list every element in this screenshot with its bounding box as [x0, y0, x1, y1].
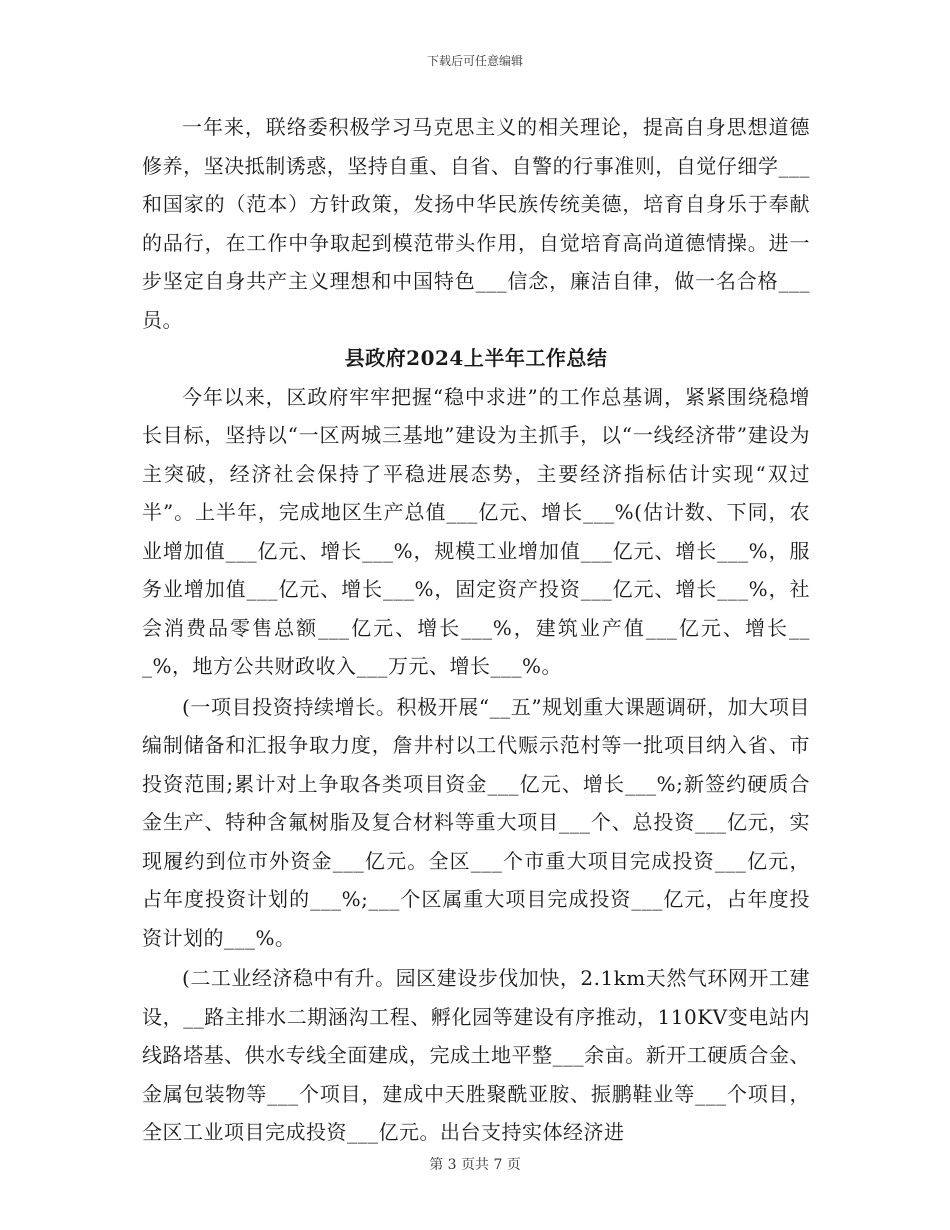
page-number: 第 3 页共 7 页 [429, 1157, 521, 1173]
intro-paragraph: 一年来，联络委积极学习马克思主义的相关理论，提高自身思想道德修养，坚决抵制诱惑，坚持自重、自省、自警的行事准则，自觉仔细学___和国家的（范本）方针政策，发扬中华民族传统美德，培育自身乐于奉献的品行，在工作中争取起到模范带头作用，自觉培育高尚道德情操。进一步坚定自身共产主义理想和中国特色___信念，廉洁自律，做一名合格___员。 [142, 115, 810, 332]
section-title: 县政府2024上半年工作总结 [344, 346, 608, 370]
page-header-note: 下载后可任意编辑 [426, 54, 523, 68]
body-paragraph-2: (一项目投资持续增长。积极开展“__五”规划重大课题调研，加大项目编制储备和汇报争取力度，詹井村以工代赈示范村等一批项目纳入省、市投资范围;累计对上争取各类项目资金___亿元、增长___%;新签约硬质合金生产、特种含氟树脂及复合材料等重大项目___个、总投资___亿元，实现履约到位市外资金___亿元。全区___个市重大项目完成投资___亿元，占年度投资计划的___%;___个区属重大项目完成投资___亿元，占年度投资计划的___%。 [142, 694, 810, 950]
body-paragraph-1: 今年以来，区政府牢牢把握“稳中求进”的工作总基调，紧紧围绕稳增长目标，坚持以“一区两城三基地”建设为主抓手，以“一线经济带”建设为主突破，经济社会保持了平稳进展态势，主要经济指标估计实现“双过半”。上半年，完成地区生产总值___亿元、增长___%(估计数、下同，农业增加值___亿元、增长___%，规模工业增加值___亿元、增长___%，服务业增加值___亿元、增长___%，固定资产投资___亿元、增长___%，社会消费品零售总额___亿元、增长___%，建筑业产值___亿元、增长___%，地方公共财政收入___万元、增长___%。 [142, 384, 810, 678]
document-body [142, 108, 810, 1152]
body-paragraph-3: (二工业经济稳中有升。园区建设步伐加快，2.1km天然气环网开工建设，__路主排水二期涵沟工程、孵化园等建设有序推动，110KV变电站内线路塔基、供水专线全面建成，完成土地平整___余亩。新开工硬质合金、金属包装物等___个项目，建成中天胜聚酰亚胺、振鹏鞋业等___个项目，全区工业项目完成投资___亿元。出台支持实体经济进 [142, 966, 810, 1144]
